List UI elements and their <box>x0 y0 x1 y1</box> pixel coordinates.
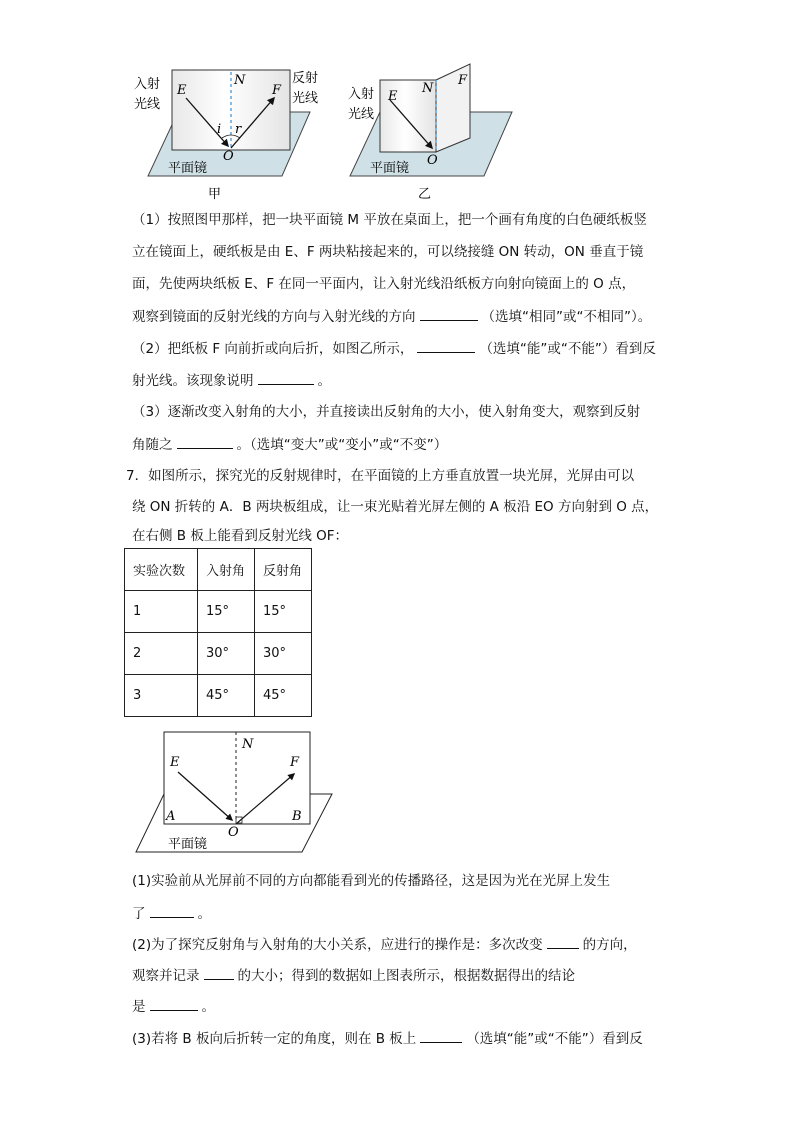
mirror-label: 平面镜 <box>168 161 208 176</box>
incident-label-2: 光线 <box>134 97 161 112</box>
q7-s2-text: (2)为了探究反射角与入射角的大小关系，应进行的操作是：多次改变 <box>132 937 543 953</box>
table-row <box>125 633 312 675</box>
experiment-table <box>124 548 312 717</box>
q7-stem-line3: 在右侧 B 板上能看到反射光线 OF： <box>132 528 349 544</box>
caption-yi: 乙 <box>418 187 432 202</box>
caption-jia: 甲 <box>208 187 222 202</box>
label-O: O <box>223 149 234 164</box>
reflect-label-1: 反射 <box>292 71 319 86</box>
table-header: 入射角 <box>198 549 255 591</box>
answer-blank[interactable] <box>420 306 478 321</box>
answer-blank[interactable] <box>258 370 314 385</box>
table-header: 实验次数 <box>125 549 198 591</box>
table-header: 反射角 <box>255 549 312 591</box>
incident-label-1: 入射 <box>348 87 375 102</box>
light-screen <box>164 732 310 824</box>
q7-figure <box>124 726 338 856</box>
q7-s2-text2-b: 的大小；得到的数据如上图表所示，根据数据得出的结论 <box>237 968 575 984</box>
q7-stem-line1: 7．如图所示，探究光的反射规律时，在平面镜的上方垂直放置一块光屏，光屏由可以 <box>126 468 635 484</box>
answer-blank[interactable] <box>417 338 475 353</box>
q7-s2-line2 <box>132 965 672 986</box>
q6-part3-line2 <box>132 434 672 455</box>
label-A: A <box>166 809 176 824</box>
table-cell: 2 <box>125 633 198 675</box>
table-cell: 15° <box>198 591 255 633</box>
label-i: i <box>217 122 222 137</box>
answer-blank[interactable] <box>150 996 198 1011</box>
q7-stem-line2: 绕 ON 折转的 A．B 两块板组成，让一束光贴着光屏左侧的 A 板沿 EO 方向射到 O 点， <box>132 499 659 515</box>
table-cell: 15° <box>255 591 312 633</box>
figure-jia <box>134 70 318 202</box>
incident-label-2: 光线 <box>348 107 375 122</box>
answer-blank[interactable] <box>547 934 579 949</box>
top-figures <box>0 0 794 210</box>
q6-part2-text2: 射光线。该现象说明 <box>132 373 254 389</box>
label-E: E <box>388 89 398 104</box>
q7-s1-text: 了 <box>132 906 146 922</box>
label-E: E <box>177 83 187 98</box>
q6-part2-text: （2）把纸板 F 向前折或向后折，如图乙所示， <box>132 341 414 357</box>
q6-part1-hint: （选填“相同”或“不相同”）。 <box>481 309 652 325</box>
q7-s3-line1 <box>132 1028 672 1049</box>
q6-part2-line2 <box>132 370 672 391</box>
label-F: F <box>290 755 300 770</box>
q7-s1-line2 <box>132 903 672 924</box>
table-cell: 1 <box>125 591 198 633</box>
q7-s2-text2: 观察并记录 <box>132 968 200 984</box>
label-N: N <box>422 81 434 96</box>
mirror-label: 平面镜 <box>168 837 208 852</box>
q7-s1-end: 。 <box>197 906 211 922</box>
answer-blank[interactable] <box>204 965 234 980</box>
table-cell: 30° <box>198 633 255 675</box>
q7-s3-hint: （选填“能”或“不能”）看到反 <box>466 1031 643 1047</box>
q7-s3-text: (3)若将 B 板向后折转一定的角度，则在 B 板上 <box>132 1031 417 1047</box>
q6-part3-line1: （3）逐渐改变入射角的大小，并直接读出反射角的大小，使入射角变大，观察到反射 <box>132 404 641 420</box>
q6-part2-end: 。 <box>317 373 331 389</box>
table-cell: 3 <box>125 675 198 717</box>
q7-s2-line3 <box>132 996 672 1017</box>
q6-part2-line1 <box>132 338 672 359</box>
q7-s1-line1: (1)实验前从光屏前不同的方向都能看到光的传播路径，这是因为光在光屏上发生 <box>132 873 611 889</box>
table-cell: 45° <box>198 675 255 717</box>
q6-part2-hint: （选填“能”或“不能”）看到反 <box>479 341 656 357</box>
answer-blank[interactable] <box>150 903 194 918</box>
incident-label-1: 入射 <box>134 77 161 92</box>
table-row <box>125 591 312 633</box>
label-F: F <box>272 83 282 98</box>
q7-s2-line1 <box>132 934 672 955</box>
q7-s2-end: 。 <box>201 999 215 1015</box>
figure-yi <box>348 64 512 202</box>
q6-part1-text: 观察到镜面的反射光线的方向与入射光线的方向 <box>132 309 416 325</box>
label-O: O <box>228 825 239 840</box>
mirror-label: 平面镜 <box>370 161 410 176</box>
label-O: O <box>427 153 438 168</box>
table-row <box>125 675 312 717</box>
q6-part1-line1: （1）按照图甲那样，把一块平面镜 M 平放在桌面上，把一个画有角度的白色硬纸板竖 <box>132 212 647 228</box>
reflect-label-2: 光线 <box>292 91 319 106</box>
q6-part3-text: 角随之 <box>132 437 173 453</box>
answer-blank[interactable] <box>177 434 233 449</box>
label-E: E <box>170 755 180 770</box>
q6-part3-hint: 。（选填“变大”或“变小”或“不变”） <box>236 437 448 453</box>
q6-part1-line2: 立在镜面上，硬纸板是由 E、F 两块粘接起来的，可以绕接缝 ON 转动，ON 垂直于镜 <box>132 244 644 260</box>
label-r: r <box>235 122 242 137</box>
label-N: N <box>242 737 254 752</box>
label-F: F <box>458 73 468 88</box>
label-B: B <box>292 809 302 824</box>
table-cell: 30° <box>255 633 312 675</box>
table-header-row <box>125 549 312 591</box>
q7-s2-text3: 是 <box>132 999 146 1015</box>
label-N: N <box>234 73 246 88</box>
q6-part1-line4 <box>132 306 672 327</box>
table-cell: 45° <box>255 675 312 717</box>
q6-part1-line3: 面，先使两块纸板 E、F 在同一平面内，让入射光线沿纸板方向射向镜面上的 O 点， <box>132 276 636 292</box>
q7-s2-text-b: 的方向， <box>582 937 637 953</box>
answer-blank[interactable] <box>420 1028 462 1043</box>
